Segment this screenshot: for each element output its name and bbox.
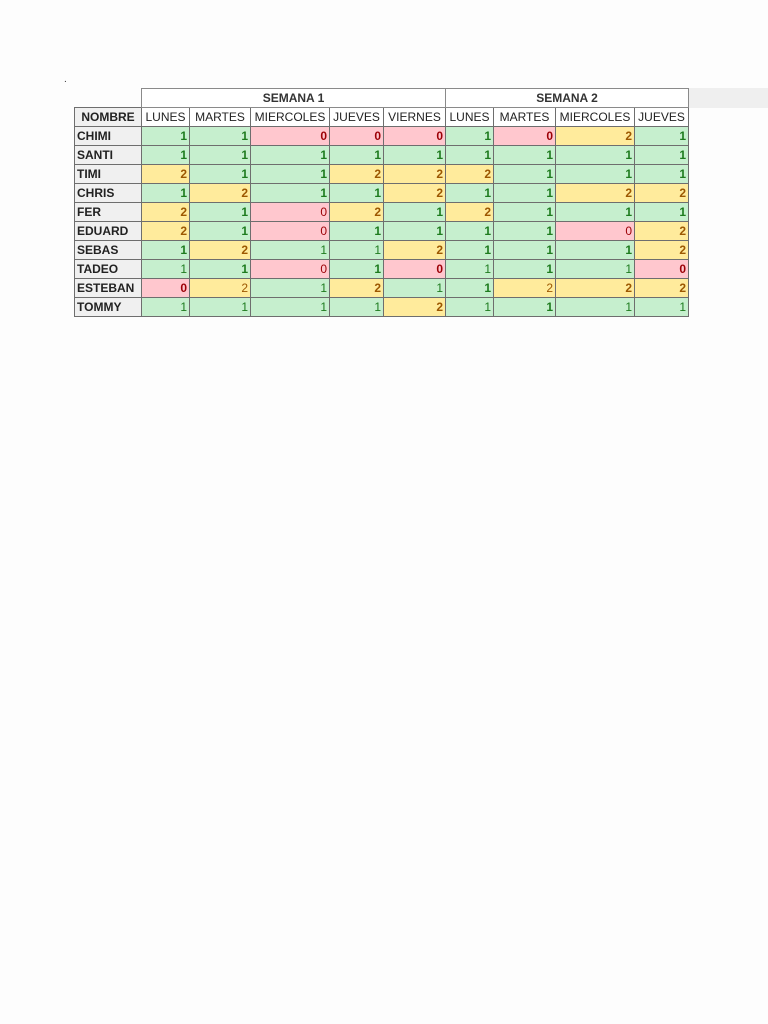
- score-cell[interactable]: 1: [446, 222, 494, 241]
- table-row: [75, 165, 689, 184]
- score-cell[interactable]: 1: [330, 146, 384, 165]
- day-header: LUNES: [446, 108, 494, 127]
- score-cell[interactable]: 1: [556, 260, 635, 279]
- day-header: MIERCOLES: [556, 108, 635, 127]
- score-cell[interactable]: 2: [330, 165, 384, 184]
- score-cell[interactable]: 1: [190, 165, 251, 184]
- score-cell[interactable]: 1: [384, 279, 446, 298]
- score-cell[interactable]: 2: [494, 279, 556, 298]
- score-cell[interactable]: 1: [142, 260, 190, 279]
- score-cell[interactable]: 2: [190, 184, 251, 203]
- score-cell[interactable]: 0: [494, 127, 556, 146]
- score-cell[interactable]: 0: [251, 203, 330, 222]
- student-name-cell[interactable]: SEBAS: [75, 241, 142, 260]
- score-cell[interactable]: 1: [635, 165, 689, 184]
- score-cell[interactable]: 1: [251, 298, 330, 317]
- day-header: MARTES: [494, 108, 556, 127]
- score-cell[interactable]: 1: [446, 146, 494, 165]
- score-cell[interactable]: 2: [446, 203, 494, 222]
- score-cell[interactable]: 1: [251, 279, 330, 298]
- score-cell[interactable]: 2: [384, 165, 446, 184]
- score-cell[interactable]: 1: [330, 241, 384, 260]
- student-name-cell[interactable]: TADEO: [75, 260, 142, 279]
- score-cell[interactable]: 1: [494, 260, 556, 279]
- score-cell[interactable]: 1: [494, 241, 556, 260]
- score-cell[interactable]: 1: [251, 165, 330, 184]
- score-cell[interactable]: 1: [190, 146, 251, 165]
- score-cell[interactable]: 1: [190, 298, 251, 317]
- score-cell[interactable]: 1: [142, 146, 190, 165]
- score-cell[interactable]: 0: [635, 260, 689, 279]
- score-cell[interactable]: 2: [556, 279, 635, 298]
- score-cell[interactable]: 0: [384, 260, 446, 279]
- score-cell[interactable]: 2: [635, 279, 689, 298]
- day-header: JUEVES: [635, 108, 689, 127]
- score-cell[interactable]: 2: [190, 279, 251, 298]
- score-cell[interactable]: 2: [190, 241, 251, 260]
- score-cell[interactable]: 0: [251, 127, 330, 146]
- score-cell[interactable]: 2: [635, 184, 689, 203]
- score-cell[interactable]: 2: [635, 241, 689, 260]
- score-cell[interactable]: 1: [142, 184, 190, 203]
- corner-cell: [75, 89, 142, 108]
- attendance-sheet: [74, 88, 689, 317]
- score-cell[interactable]: 2: [330, 279, 384, 298]
- score-cell[interactable]: 1: [494, 203, 556, 222]
- table-row: [75, 184, 689, 203]
- score-cell[interactable]: 1: [446, 298, 494, 317]
- score-cell[interactable]: 2: [384, 298, 446, 317]
- score-cell[interactable]: 1: [142, 241, 190, 260]
- score-cell[interactable]: 0: [556, 222, 635, 241]
- day-header: LUNES: [142, 108, 190, 127]
- score-cell[interactable]: 0: [142, 279, 190, 298]
- score-cell[interactable]: 1: [384, 146, 446, 165]
- week-1-header: SEMANA 1: [142, 89, 446, 108]
- score-cell[interactable]: 1: [330, 260, 384, 279]
- day-header: JUEVES: [330, 108, 384, 127]
- attendance-table: [74, 88, 689, 317]
- student-name-cell[interactable]: CHRIS: [75, 184, 142, 203]
- score-cell[interactable]: 0: [330, 127, 384, 146]
- student-name-cell[interactable]: FER: [75, 203, 142, 222]
- student-name-cell[interactable]: TOMMY: [75, 298, 142, 317]
- score-cell[interactable]: 2: [330, 203, 384, 222]
- score-cell[interactable]: 1: [190, 127, 251, 146]
- score-cell[interactable]: 1: [556, 146, 635, 165]
- score-cell[interactable]: 2: [556, 184, 635, 203]
- score-cell[interactable]: 0: [251, 260, 330, 279]
- score-cell[interactable]: 1: [556, 165, 635, 184]
- score-cell[interactable]: 1: [446, 260, 494, 279]
- day-header-row: [75, 108, 689, 127]
- cell-marker: .: [64, 74, 67, 85]
- score-cell[interactable]: 2: [556, 127, 635, 146]
- student-name-cell[interactable]: CHIMI: [75, 127, 142, 146]
- table-row: [75, 260, 689, 279]
- score-cell[interactable]: 1: [330, 184, 384, 203]
- score-cell[interactable]: 1: [190, 222, 251, 241]
- score-cell[interactable]: 1: [251, 146, 330, 165]
- score-cell[interactable]: 1: [142, 298, 190, 317]
- score-cell[interactable]: 0: [384, 127, 446, 146]
- score-cell[interactable]: 1: [494, 165, 556, 184]
- student-name-cell[interactable]: SANTI: [75, 146, 142, 165]
- score-cell[interactable]: 1: [251, 241, 330, 260]
- score-cell[interactable]: 1: [446, 279, 494, 298]
- score-cell[interactable]: 1: [494, 222, 556, 241]
- table-row: [75, 298, 689, 317]
- table-row: [75, 127, 689, 146]
- score-cell[interactable]: 1: [635, 298, 689, 317]
- score-cell[interactable]: 2: [142, 203, 190, 222]
- score-cell[interactable]: 2: [142, 222, 190, 241]
- table-row: [75, 279, 689, 298]
- score-cell[interactable]: 1: [142, 127, 190, 146]
- score-cell[interactable]: 2: [384, 241, 446, 260]
- score-cell[interactable]: 1: [556, 241, 635, 260]
- score-cell[interactable]: 0: [251, 222, 330, 241]
- student-name-cell[interactable]: EDUARD: [75, 222, 142, 241]
- score-cell[interactable]: 1: [494, 146, 556, 165]
- student-name-cell[interactable]: ESTEBAN: [75, 279, 142, 298]
- score-cell[interactable]: 1: [330, 222, 384, 241]
- score-cell[interactable]: 1: [635, 127, 689, 146]
- score-cell[interactable]: 1: [251, 184, 330, 203]
- score-cell[interactable]: 1: [190, 260, 251, 279]
- score-cell[interactable]: 2: [446, 165, 494, 184]
- score-cell[interactable]: 1: [494, 298, 556, 317]
- week-2-header: SEMANA 2: [446, 89, 689, 108]
- score-cell[interactable]: 1: [330, 298, 384, 317]
- score-cell[interactable]: 1: [190, 203, 251, 222]
- day-header: MARTES: [190, 108, 251, 127]
- score-cell[interactable]: 1: [446, 241, 494, 260]
- score-cell[interactable]: 2: [142, 165, 190, 184]
- score-cell[interactable]: 1: [446, 127, 494, 146]
- score-cell[interactable]: 1: [635, 146, 689, 165]
- table-row: [75, 222, 689, 241]
- score-cell[interactable]: 2: [635, 222, 689, 241]
- day-header: MIERCOLES: [251, 108, 330, 127]
- table-row: [75, 203, 689, 222]
- score-cell[interactable]: 1: [556, 298, 635, 317]
- score-cell[interactable]: 1: [635, 203, 689, 222]
- student-name-cell[interactable]: TIMI: [75, 165, 142, 184]
- score-cell[interactable]: 1: [384, 222, 446, 241]
- score-cell[interactable]: 1: [384, 203, 446, 222]
- score-cell[interactable]: 1: [494, 184, 556, 203]
- week-header-row: [75, 89, 689, 108]
- table-row: [75, 146, 689, 165]
- score-cell[interactable]: 1: [556, 203, 635, 222]
- table-row: [75, 241, 689, 260]
- day-header: VIERNES: [384, 108, 446, 127]
- score-cell[interactable]: 1: [446, 184, 494, 203]
- name-column-header: NOMBRE: [75, 108, 142, 127]
- score-cell[interactable]: 2: [384, 184, 446, 203]
